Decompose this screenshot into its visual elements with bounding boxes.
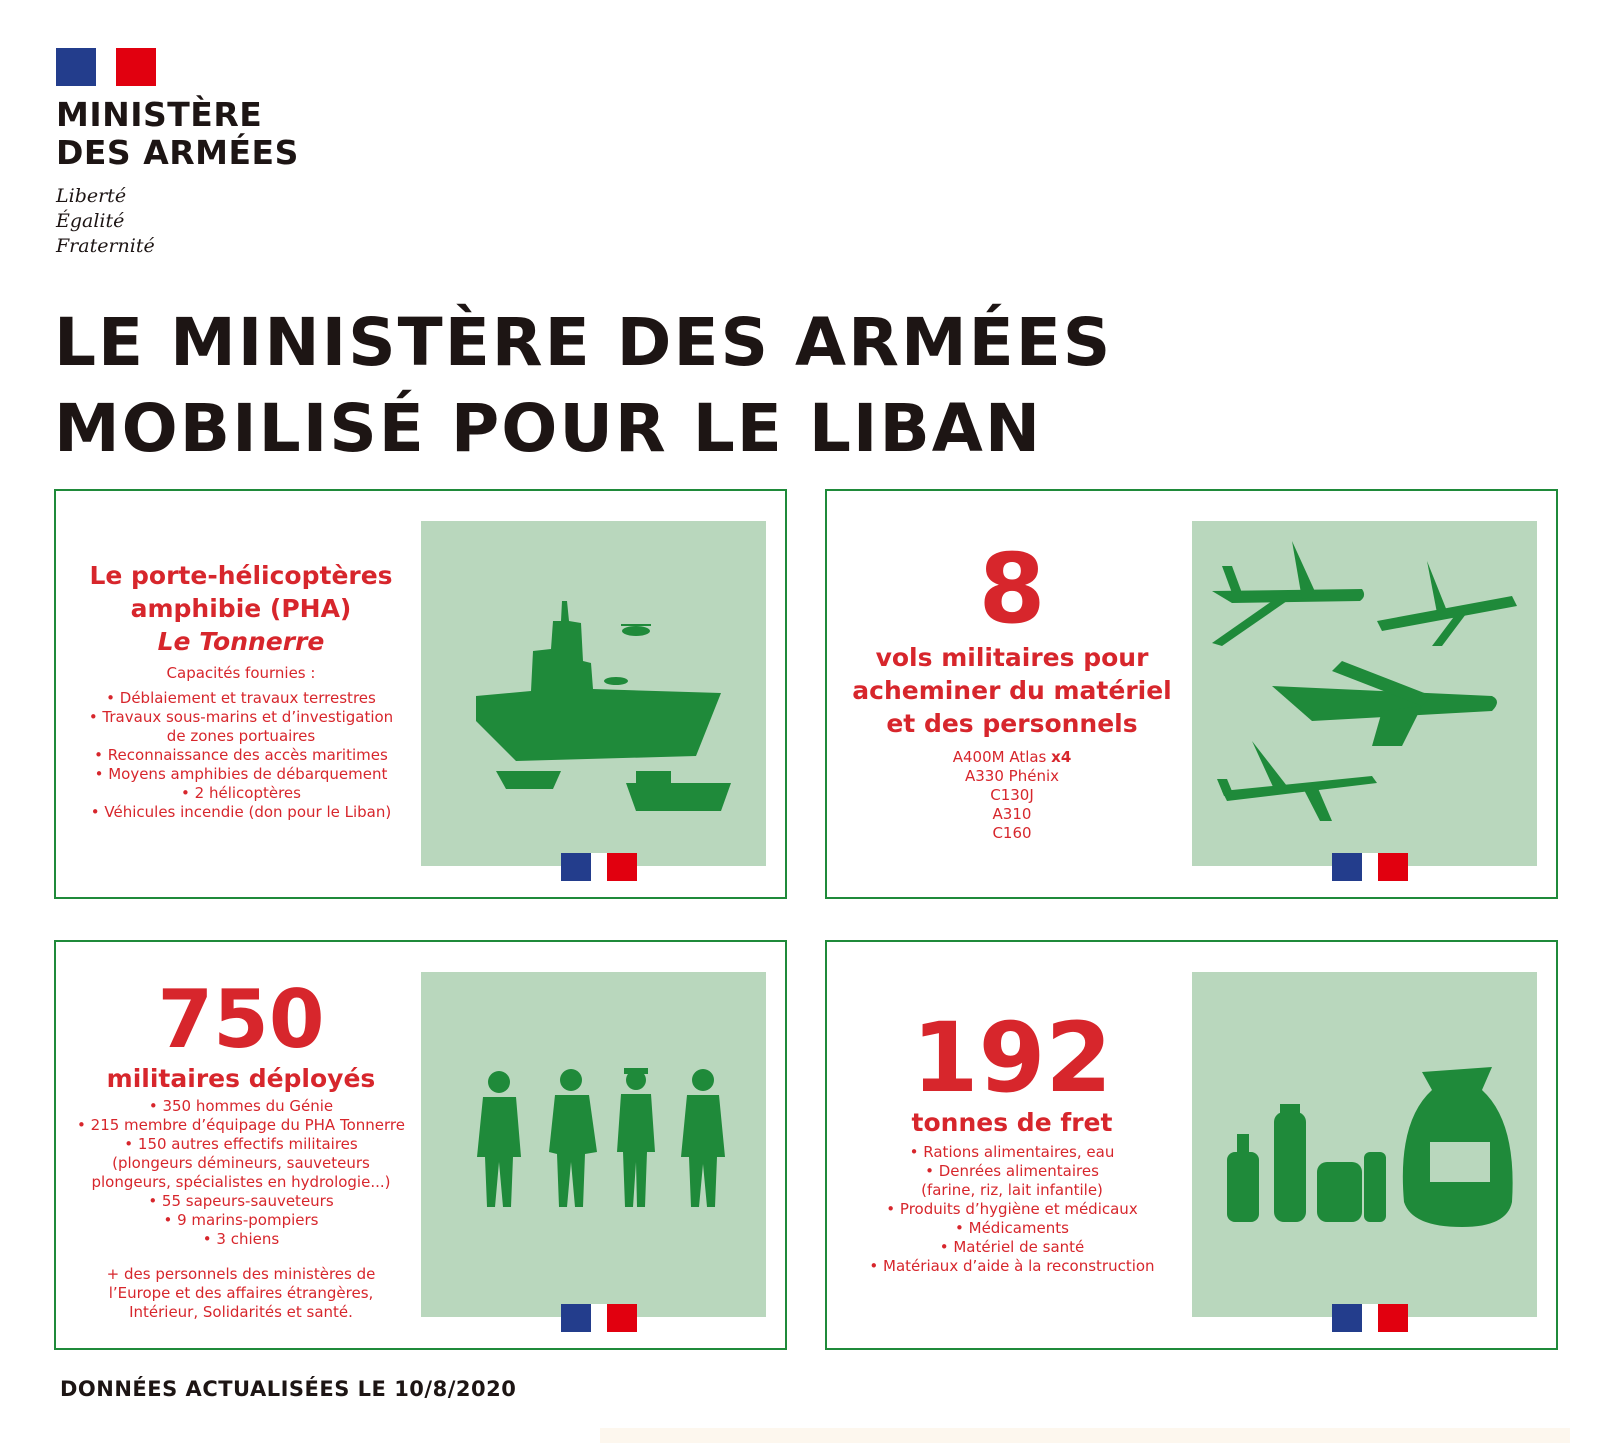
panel-flights [825, 489, 1558, 899]
flights-sub-line1: vols militaires pour [875, 643, 1149, 672]
flights-sub [837, 641, 1187, 740]
list-item: • 9 marins-pompiers [163, 1211, 319, 1229]
flag-icon [1332, 1304, 1408, 1332]
ship-heading1: Le porte-hélicoptères [89, 561, 393, 590]
soldier-icon [421, 972, 766, 1317]
list-item: • Médicaments [955, 1219, 1069, 1237]
panel-freight [825, 940, 1558, 1350]
ship-caption: Capacités fournies : [166, 664, 316, 682]
ministry-name [56, 96, 299, 172]
list-item: A330 Phénix [965, 767, 1059, 785]
flights-sub-line3: et des personnels [886, 709, 1138, 738]
page-title [54, 300, 1112, 472]
note-line: Intérieur, Solidarités et santé. [129, 1303, 353, 1321]
flag-icon [1332, 853, 1408, 881]
note-line: + des personnels des ministères de [106, 1265, 376, 1283]
panel-troops [54, 940, 787, 1350]
troops-note [66, 1265, 416, 1322]
soldiers-illustration [421, 972, 766, 1317]
troops-list [66, 1097, 416, 1249]
ship-heading2: amphibie (PHA) [130, 594, 352, 623]
list-item: • 150 autres effectifs militaires [124, 1135, 358, 1153]
update-date: DONNÉES ACTUALISÉES LE 10/8/2020 [60, 1377, 517, 1401]
list-item: A310 [992, 805, 1032, 823]
list-item: de zones portuaires [166, 727, 316, 745]
motto-liberte: Liberté [56, 185, 127, 207]
flag-icon [561, 853, 637, 881]
supplies-icon [1192, 972, 1537, 1317]
troops-text [66, 973, 416, 1322]
supplies-illustration [1192, 972, 1537, 1317]
motto [56, 184, 299, 259]
list-item: • Rations alimentaires, eau [909, 1143, 1115, 1161]
list-item: • Véhicules incendie (don pour le Liban) [90, 803, 392, 821]
aircraft-illustration [1192, 521, 1537, 866]
aircraft-list [837, 748, 1187, 843]
french-flag-icon [56, 48, 156, 86]
list-item: plongeurs, spécialistes en hydrologie...) [91, 1173, 391, 1191]
ship-list [66, 689, 416, 822]
title-line1: LE MINISTÈRE DES ARMÉES [54, 304, 1113, 381]
motto-fraternite: Fraternité [56, 235, 155, 257]
ship-text [66, 559, 416, 822]
list-item: (farine, riz, lait infantile) [921, 1181, 1103, 1199]
list-item: • Moyens amphibies de débarquement [94, 765, 388, 783]
list-item: • 55 sapeurs-sauveteurs [148, 1192, 334, 1210]
bottom-strip [600, 1428, 1570, 1443]
troops-number: 750 [157, 973, 325, 1066]
panel-ship [54, 489, 787, 899]
list-item: • Déblaiement et travaux terrestres [106, 689, 376, 707]
ship-name: Le Tonnerre [157, 627, 325, 656]
flag-icon [561, 1304, 637, 1332]
list-item: C130J [990, 786, 1034, 804]
motto-egalite: Égalité [56, 210, 125, 232]
list-item: • Matériel de santé [939, 1238, 1085, 1256]
list-item: • 350 hommes du Génie [148, 1097, 334, 1115]
troops-sub: militaires déployés [106, 1064, 376, 1093]
list-item [837, 748, 1187, 767]
list-item: • Travaux sous-marins et d’investigation [88, 708, 394, 726]
ministry-logo [56, 48, 299, 259]
list-item: • Matériaux d’aide à la reconstruction [869, 1257, 1155, 1275]
list-item: • 3 chiens [202, 1230, 280, 1248]
ship-illustration [421, 521, 766, 866]
title-line2: MOBILISÉ POUR LE LIBAN [54, 390, 1043, 467]
list-item: • Produits d’hygiène et médicaux [886, 1200, 1138, 1218]
airplane-icon [1192, 521, 1537, 866]
flights-text [837, 533, 1187, 843]
list-item: (plongeurs démineurs, sauveteurs [112, 1154, 370, 1172]
note-line: l’Europe et des affaires étrangères, [108, 1284, 374, 1302]
list-item: • Denrées alimentaires [925, 1162, 1099, 1180]
freight-number: 192 [911, 1002, 1113, 1114]
ministry-line1: MINISTÈRE [56, 95, 263, 134]
list-item: • 215 membre d’équipage du PHA Tonnerre [77, 1116, 405, 1134]
freight-text [837, 1002, 1187, 1276]
freight-sub: tonnes de fret [911, 1108, 1113, 1137]
flights-sub-line2: acheminer du matériel [852, 676, 1172, 705]
aircraft-a400m: A400M Atlas [952, 748, 1047, 766]
flights-number: 8 [978, 533, 1046, 645]
ship-icon [421, 521, 766, 866]
freight-list [837, 1143, 1187, 1276]
list-item: C160 [992, 824, 1032, 842]
list-item: • Reconnaissance des accès maritimes [94, 746, 388, 764]
list-item: • 2 hélicoptères [181, 784, 301, 802]
aircraft-a400m-count: x4 [1051, 748, 1072, 766]
ministry-line2: DES ARMÉES [56, 133, 299, 172]
